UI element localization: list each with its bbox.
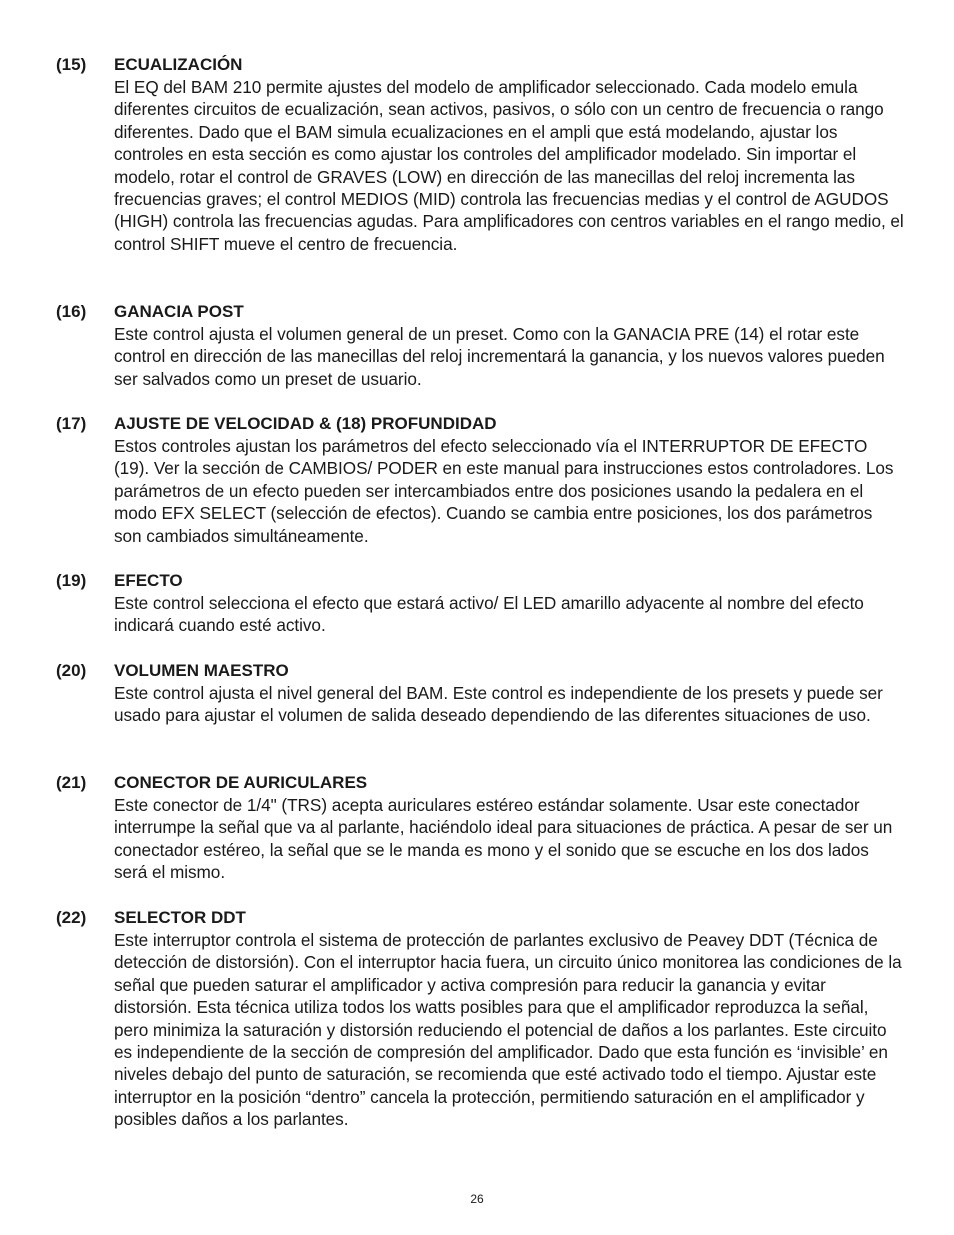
section-title: CONECTOR DE AURICULARES <box>114 773 368 792</box>
section-title: GANACIA POST <box>114 302 244 321</box>
section-20-volumen-maestro <box>56 660 906 727</box>
section-heading <box>56 660 906 682</box>
section-body: Estos controles ajustan los parámetros del efecto seleccionado vía el INTERRUPTOR DE EFECTO (19). Ver la sección de CAMBIOS/ PODER en este manual para instrucciones estos controladores. Los parámetros de un efecto pueden ser intercambiados entre dos posiciones usando la pedalera en el modo EFX SELECT (selección de efectos). Cuando se cambia entre posiciones, los dos parámetros son cambiados simultáneamente. <box>114 436 894 546</box>
section-body: Este conector de 1/4" (TRS) acepta auriculares estéreo estándar solamente. Usar este conectador interrumpe la señal que va al parlante, haciéndolo ideal para situaciones de práctica. A pesar de ser un conectador estéreo, la señal que se le manda es mono y el sonido que se escuche en los dos lados será el mismo. <box>114 795 893 883</box>
page-number: 26 <box>470 1192 484 1206</box>
section-22-selector-ddt <box>56 907 906 1131</box>
section-title: VOLUMEN MAESTRO <box>114 661 289 680</box>
section-21-conector-auriculares <box>56 772 906 884</box>
section-title: EFECTO <box>114 571 183 590</box>
section-heading <box>56 413 906 435</box>
section-number: (17) <box>56 414 87 433</box>
section-heading <box>56 772 906 794</box>
section-heading <box>56 54 906 76</box>
section-title: SELECTOR DDT <box>114 908 246 927</box>
section-number: (15) <box>56 55 87 74</box>
section-number: (16) <box>56 302 87 321</box>
section-heading <box>56 570 906 592</box>
section-body: El EQ del BAM 210 permite ajustes del modelo de amplificador seleccionado. Cada modelo emula diferentes circuitos de ecualización, sean activos, pasivos, o sólo con un centro de frecuencia o rango diferentes. Dado que el BAM simula ecualizaciones en el ampli que está modelando, ajustar los controles en esta sección es como ajustar los controles del amplificador modelado. Sin importar el modelo, rotar el control de GRAVES (LOW) en dirección de las manecillas del reloj incrementa las frecuencias graves; el control MEDIOS (MID) controla las frecuencias medias y el control de AGUDOS (HIGH) controla las frecuencias agudas. Para amplificadores con centros variables en el rango medio, el control SHIFT mueve el centro de frecuencia. <box>114 77 904 254</box>
section-heading <box>56 301 906 323</box>
section-heading <box>56 907 906 929</box>
section-body: Este control selecciona el efecto que estará activo/ El LED amarillo adyacente al nombre del efecto indicará cuando esté activo. <box>114 593 864 636</box>
section-16-ganancia-post <box>56 301 906 390</box>
section-15-ecualizacion <box>56 54 906 255</box>
section-title: AJUSTE DE VELOCIDAD & (18) PROFUNDIDAD <box>114 414 497 433</box>
section-body: Este control ajusta el volumen general de un preset. Como con la GANACIA PRE (14) el rotar este control en dirección de las manecillas del reloj incrementará la ganancia, y los nuevos valores pueden ser salvados como un preset de usuario. <box>114 324 885 389</box>
section-number: (20) <box>56 661 87 680</box>
section-19-efecto <box>56 570 906 637</box>
section-number: (22) <box>56 908 87 927</box>
section-17-velocidad-profundidad <box>56 413 906 547</box>
section-body: Este control ajusta el nivel general del BAM. Este control es independiente de los presets y puede ser usado para ajustar el volumen de salida deseado dependiendo de las diferentes situaciones de uso. <box>114 683 883 726</box>
section-number: (21) <box>56 773 87 792</box>
section-number: (19) <box>56 571 87 590</box>
section-body: Este interruptor controla el sistema de protección de parlantes exclusivo de Peavey DDT (Técnica de detección de distorsión). Con el interruptor hacia fuera, un circuito único monitorea las condiciones de la señal que pueden saturar el amplificador y activa compresión para reducir la ganancia y evitar distorsión. Esta técnica utiliza todos los watts posibles para que el amplificador reproduzca la señal, pero minimiza la saturación y distorsión reduciendo el potencial de daños a los parlantes. Este circuito es independiente de la sección de compresión del amplificador. Dado que esta función es ‘invisible’ en niveles debajo del punto de saturación, se recomienda que esté activado todo el tiempo. Ajustar este interruptor en la posición “dentro” cancela la protección, permitiendo saturación en el amplificador y posibles daños a los parlantes. <box>114 930 902 1130</box>
section-title: ECUALIZACIÓN <box>114 55 243 74</box>
